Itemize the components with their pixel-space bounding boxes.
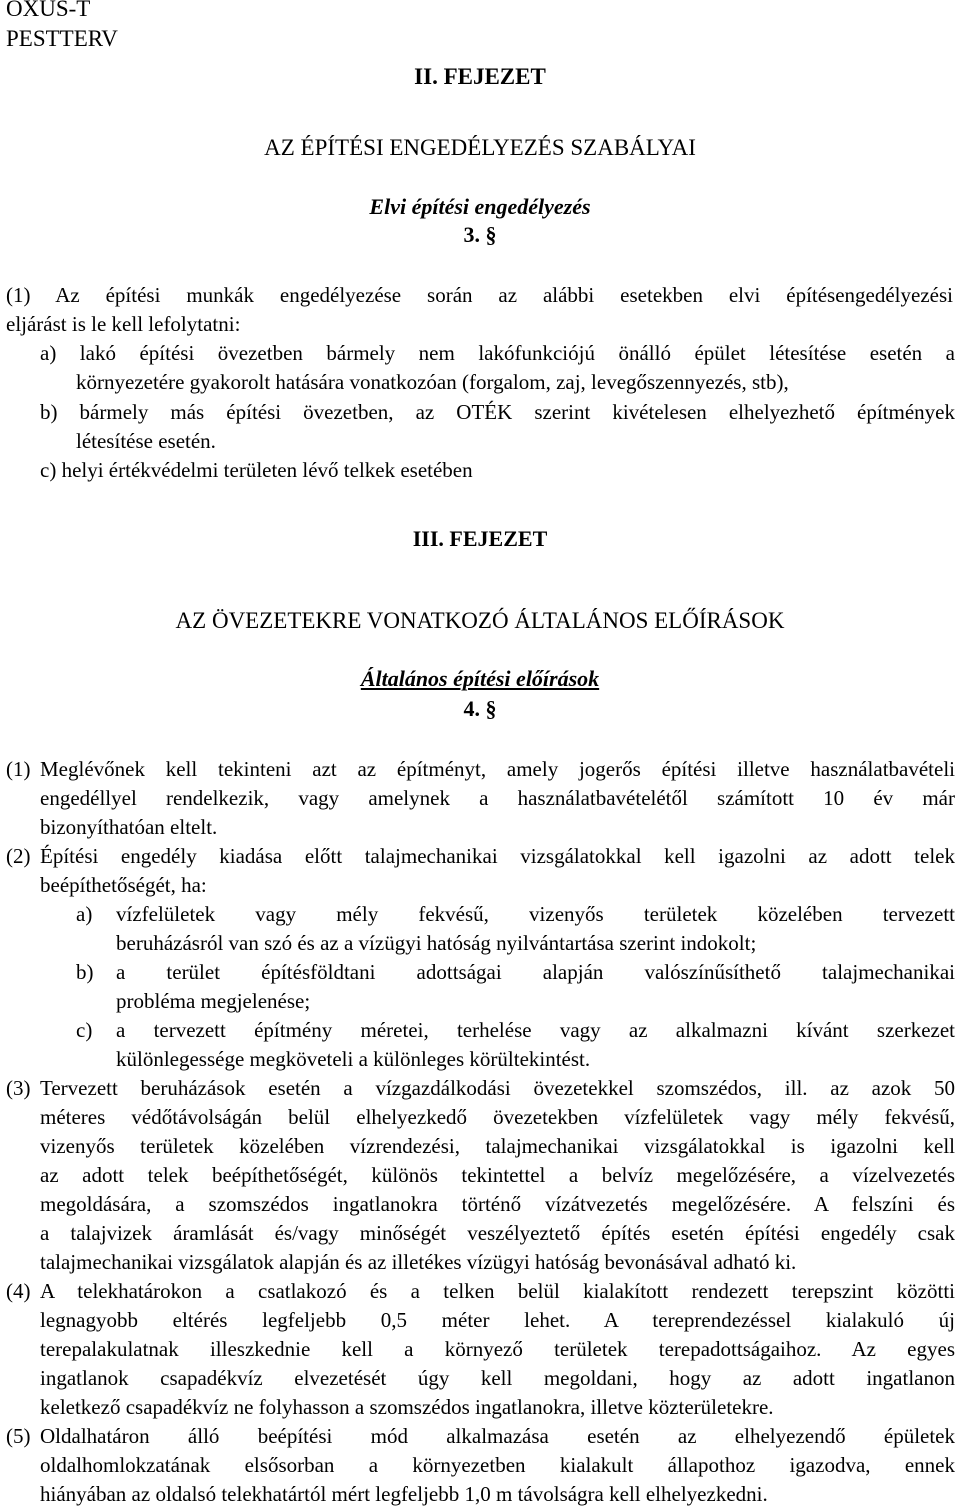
- list-label-a: a): [76, 902, 93, 926]
- paragraph-line: eljárást is le kell lefolytatni:: [6, 312, 241, 336]
- paragraph-line: a talajvizek áramlását és/vagy minőségét veszélyeztető építés esetén építési engedély csak: [40, 1221, 955, 1245]
- paragraph-line: (1) Az építési munkák engedélyezése során az alábbi esetekben elvi építésengedélyezési: [6, 283, 953, 307]
- paragraph-line: bizonyíthatóan eltelt.: [40, 815, 218, 839]
- paragraph-line: az adott telek beépíthetőségét, különös tekintettel a belvíz megelőzésére, a vízelvezetés: [40, 1163, 955, 1187]
- paragraph-line: engedéllyel rendelkezik, vagy amelynek a használatbavételétől számított 10 év már: [40, 786, 955, 810]
- list-item-line: különlegessége megköveteli a különleges körültekintést.: [116, 1047, 591, 1071]
- list-item-line: a tervezett építmény méretei, terhelése vagy az alkalmazni kívánt szerkezet: [116, 1018, 955, 1042]
- chapter-3-subtitle: Általános építési előírások: [360, 666, 600, 691]
- list-item-line: a terület építésföldtani adottságai alapján valószínűsíthető talajmechanikai: [116, 960, 955, 984]
- list-item-c: c) helyi értékvédelmi területen lévő telkek esetében: [40, 458, 473, 482]
- list-item-line: vízfelületek vagy mély fekvésű, vizenyős területek közelében tervezett: [116, 902, 955, 926]
- paragraph-line: Tervezett beruházások esetén a vízgazdálkodási övezetekkel szomszédos, ill. az azok 50: [40, 1076, 955, 1100]
- list-item-a-continuation: környezetére gyakorolt hatására vonatkozóan (forgalom, zaj, levegőszennyezés, stb),: [76, 370, 789, 394]
- chapter-2-title: AZ ÉPÍTÉSI ENGEDÉLYEZÉS SZABÁLYAI: [264, 135, 696, 160]
- paragraph-line: keletkező csapadékvíz ne folyhasson a szomszédos ingatlanokra, illetve közterületekre.: [40, 1395, 774, 1419]
- paragraph-number: (1): [6, 757, 31, 781]
- paragraph-line: megoldására, a szomszédos ingatlanokra történő vízátvezetés megelőzésére. A felszíni és: [40, 1192, 955, 1216]
- chapter-2-number: II. FEJEZET: [414, 64, 546, 89]
- paragraph-line: vizenyős területek közelében vízrendezési, talajmechanikai vizsgálatokkal is igazolni kell: [40, 1134, 955, 1158]
- section-3-number: 3. §: [463, 222, 497, 247]
- document-header: [6, 0, 118, 54]
- paragraph-line: terepalakulatnak illeszkednie kell a környező területek terepadottságaihoz. Az egyes: [40, 1337, 955, 1361]
- chapter-3-title: AZ ÖVEZETEKRE VONATKOZÓ ÁLTALÁNOS ELŐÍRÁSOK: [175, 608, 785, 633]
- paragraph-line: Oldalhatáron álló beépítési mód alkalmazása esetén az elhelyezendő épületek: [40, 1424, 955, 1448]
- section-4-number: 4. §: [463, 696, 497, 721]
- list-item-line: probléma megjelenése;: [116, 989, 311, 1013]
- paragraph-line: beépíthetőségét, ha:: [40, 873, 207, 897]
- list-label-b: b): [76, 960, 94, 984]
- paragraph-line: méteres védőtávolságán belül elhelyezkedő övezetekben vízfelületek vagy mély fekvésű,: [40, 1105, 955, 1129]
- list-label-c: c): [76, 1018, 93, 1042]
- paragraph-line: legnagyobb eltérés legfeljebb 0,5 méter lehet. A tereprendezéssel kialakuló új: [40, 1308, 955, 1332]
- chapter-2-subtitle: Elvi építési engedélyezés: [369, 194, 591, 219]
- chapter-3-number: III. FEJEZET: [412, 526, 548, 551]
- list-item-a: a) lakó építési övezetben bármely nem lakófunkciójú önálló épület létesítése esetén a: [40, 341, 955, 365]
- paragraph-number: (2): [6, 844, 31, 868]
- paragraph-line: Meglévőnek kell tekinteni azt az építményt, amely jogerős építési illetve használatbavételi: [40, 757, 955, 781]
- paragraph-line: Építési engedély kiadása előtt talajmechanikai vizsgálatokkal kell igazolni az adott telek: [40, 844, 955, 868]
- list-item-b-continuation: létesítése esetén.: [76, 429, 216, 453]
- paragraph-line: A telekhatárokon a csatlakozó és a telken belül kialakított rendezett terepszint közötti: [40, 1279, 955, 1303]
- header-line-2: PESTTERV: [6, 26, 118, 51]
- paragraph-number: (5): [6, 1424, 31, 1448]
- paragraph-line: hiányában az oldalsó telekhatártól mért legfeljebb 1,0 m távolságra kell elhelyezkedni.: [40, 1482, 768, 1506]
- list-item-line: beruházásról van szó és az a vízügyi hatóság nyilvántartása szerint indokolt;: [116, 931, 757, 955]
- list-item-b: b) bármely más építési övezetben, az OTÉK szerint kivételesen elhelyezhető építmények: [40, 400, 955, 424]
- paragraph-line: talajmechanikai vizsgálatok alapján és az illetékes vízügyi hatóság bevonásával adható ki.: [40, 1250, 797, 1274]
- paragraph-number: (4): [6, 1279, 31, 1303]
- paragraph-line: ingatlanok csapadékvíz elvezetését úgy kell megoldani, hogy az adott ingatlanon: [40, 1366, 955, 1390]
- header-line-1: OXUS-T: [6, 0, 91, 21]
- paragraph-number: (3): [6, 1076, 31, 1100]
- paragraph-line: oldalhomlokzatának elsősorban a környezetben kialakult állapothoz igazodva, ennek: [40, 1453, 955, 1477]
